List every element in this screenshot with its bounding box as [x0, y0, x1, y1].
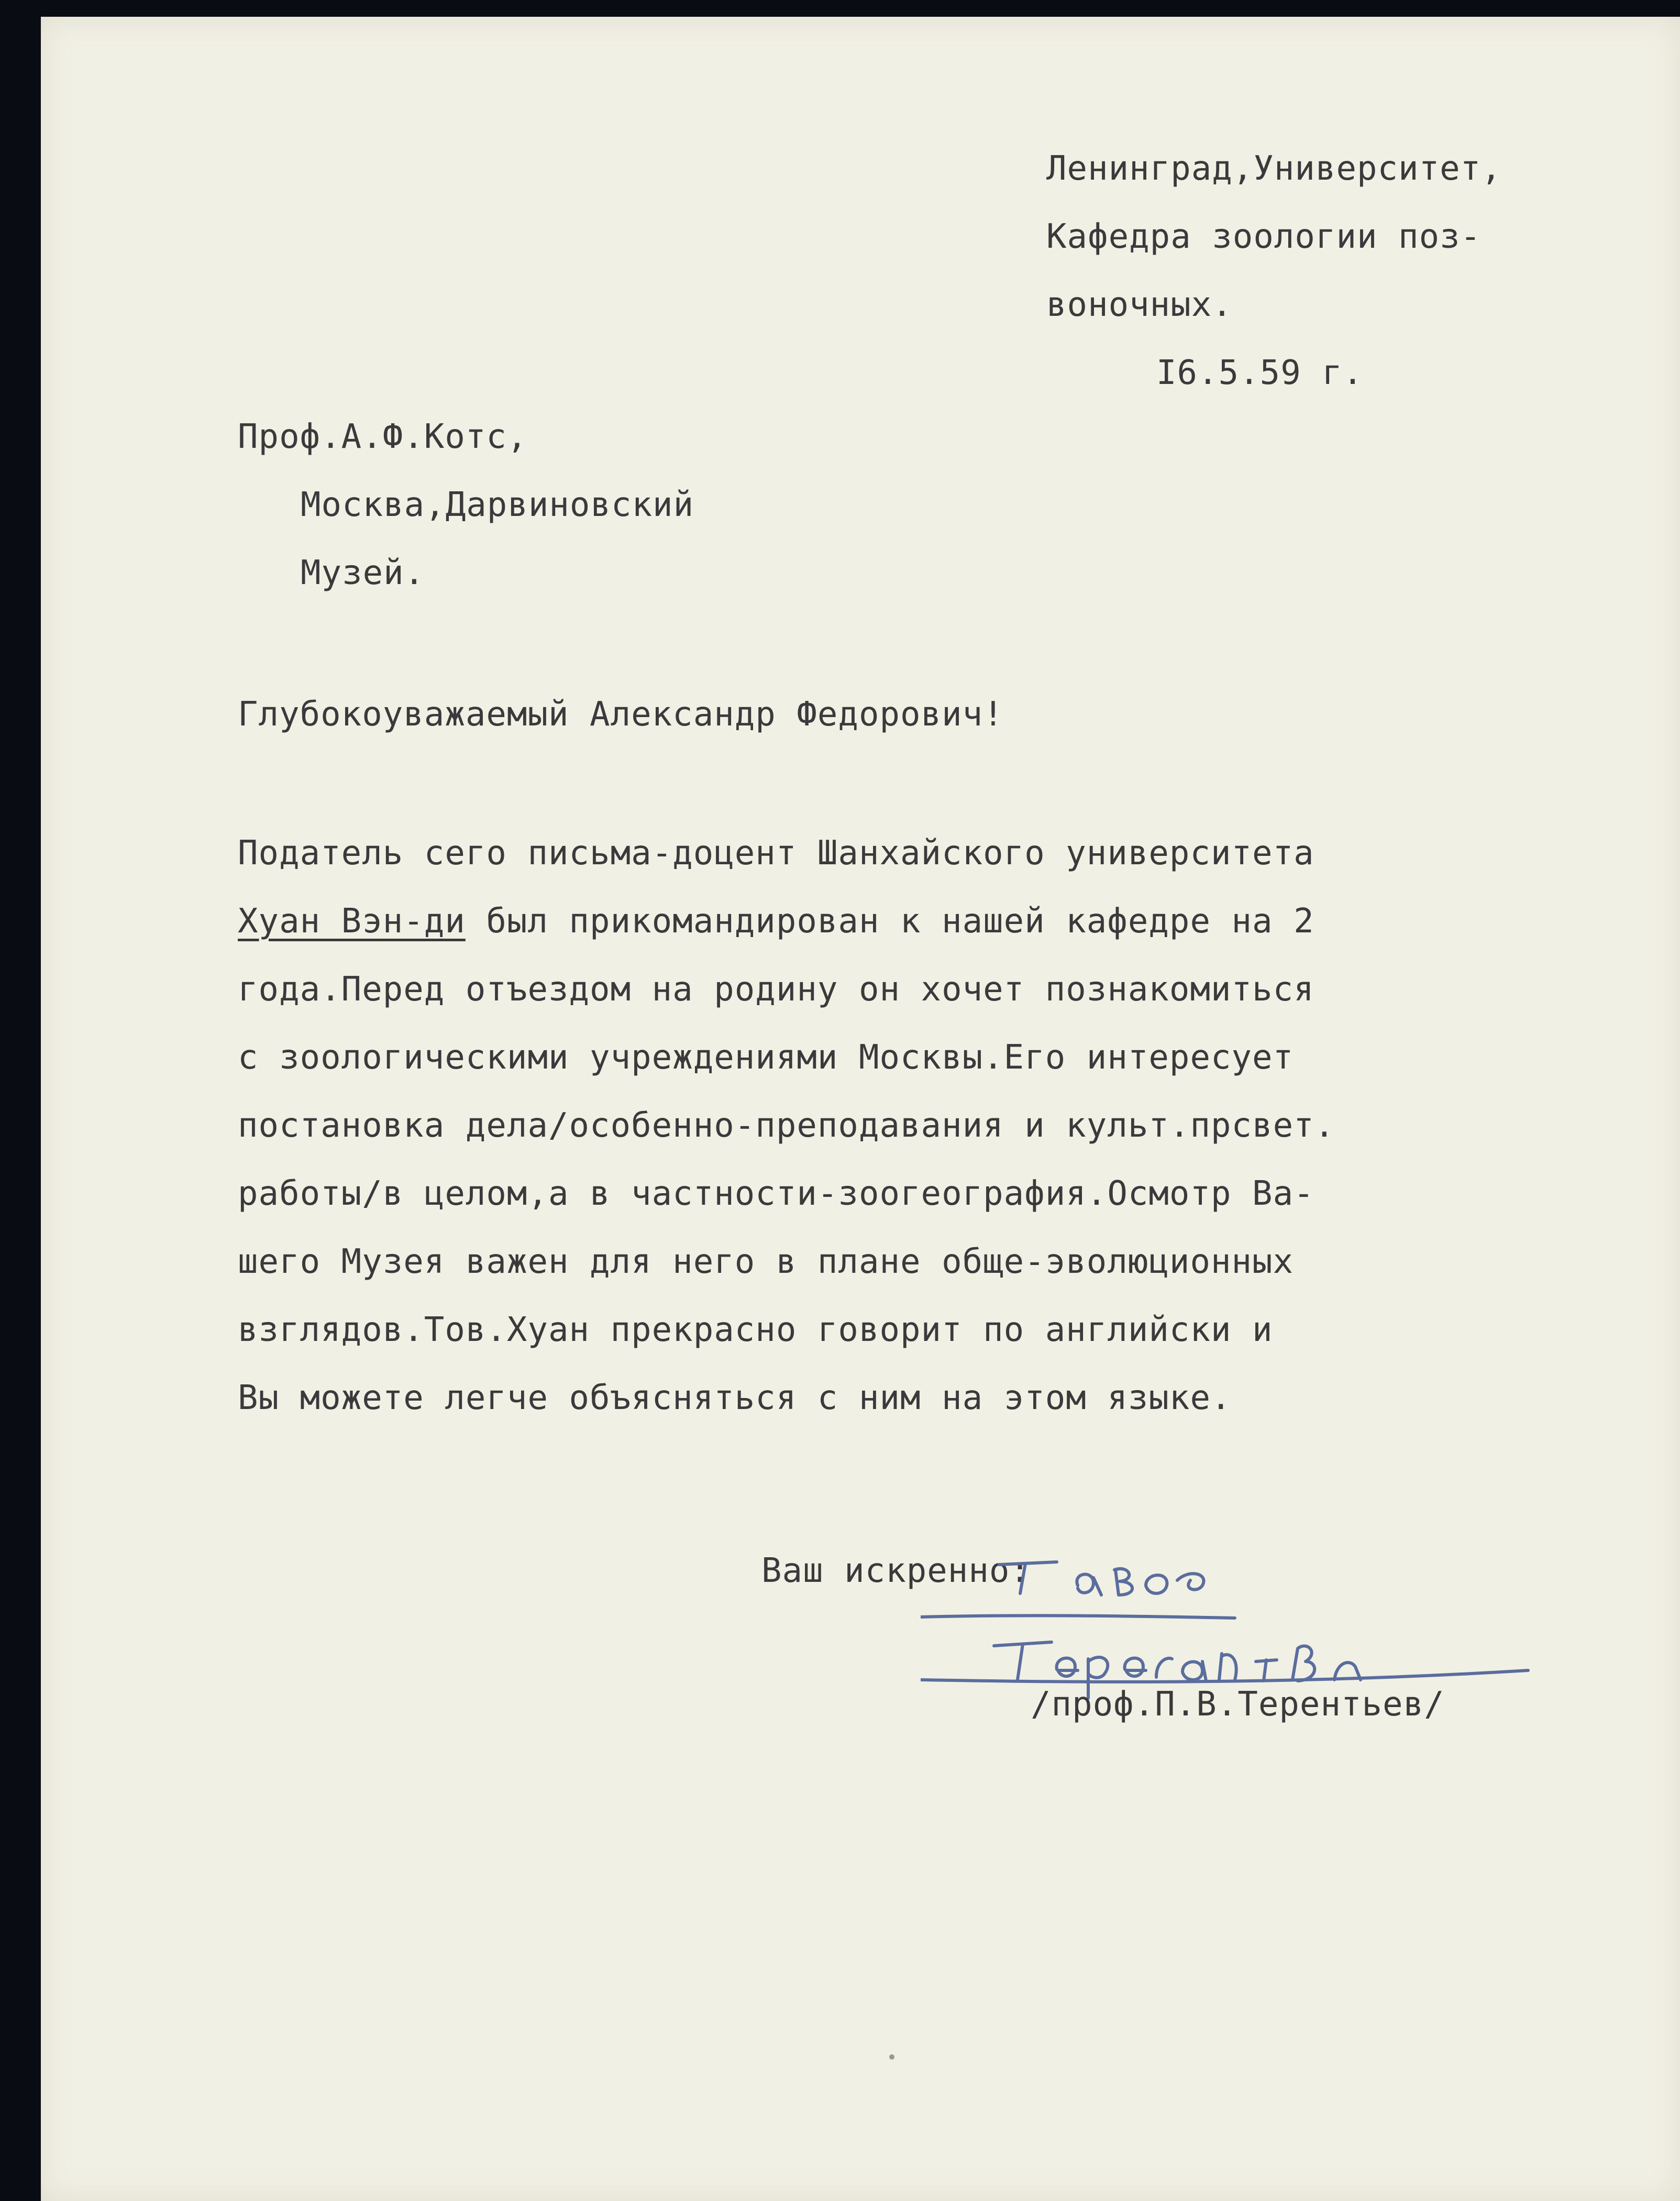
signature-typed-name: /проф.П.В.Терентьев/ — [1031, 1685, 1445, 1724]
closing: Ваш искренно: — [761, 1551, 1031, 1590]
body-line-4: с зоологическими учреждениями Москвы.Его интересует — [238, 1038, 1294, 1077]
underlined-name: Хуан Вэн-ди — [238, 902, 466, 941]
sender-address-line-3: воночных. — [1046, 285, 1233, 324]
body-line-7: шего Музея важен для него в плане обще-эволюционных — [238, 1242, 1294, 1281]
body-line-8: взглядов.Тов.Хуан прекрасно говорит по английски и — [238, 1311, 1273, 1349]
body-line-3: года.Перед отъездом на родину он хочет познакомиться — [238, 970, 1314, 1009]
sender-address-line-1: Ленинград,Университет, — [1046, 149, 1502, 188]
salutation: Глубокоуважаемый Александр Федорович! — [238, 695, 1004, 734]
body-line-5: постановка дела/особенно-преподавания и культ.прсвет. — [238, 1106, 1335, 1145]
sender-address-line-2: Кафедра зоологии поз- — [1046, 217, 1482, 256]
body-line-1: Податель сего письма-доцент Шанхайского университета — [238, 834, 1314, 873]
paper-mark — [889, 2054, 894, 2060]
recipient-line-1: Проф.А.Ф.Котс, — [238, 417, 528, 456]
recipient-line-3: Музей. — [301, 554, 425, 592]
letter-page — [41, 17, 1680, 2201]
letter-date: I6.5.59 г. — [1156, 354, 1364, 392]
body-line-9: Вы можете легче объясняться с ним на этом языке. — [238, 1379, 1232, 1417]
body-line-2-rest: был прикомандирован к нашей кафедре на 2 — [465, 902, 1314, 941]
recipient-line-2: Москва,Дарвиновский — [301, 486, 694, 524]
body-line-2 — [238, 902, 1314, 941]
body-line-6: работы/в целом,а в частности-зоогеография.Осмотр Ва- — [238, 1174, 1314, 1213]
